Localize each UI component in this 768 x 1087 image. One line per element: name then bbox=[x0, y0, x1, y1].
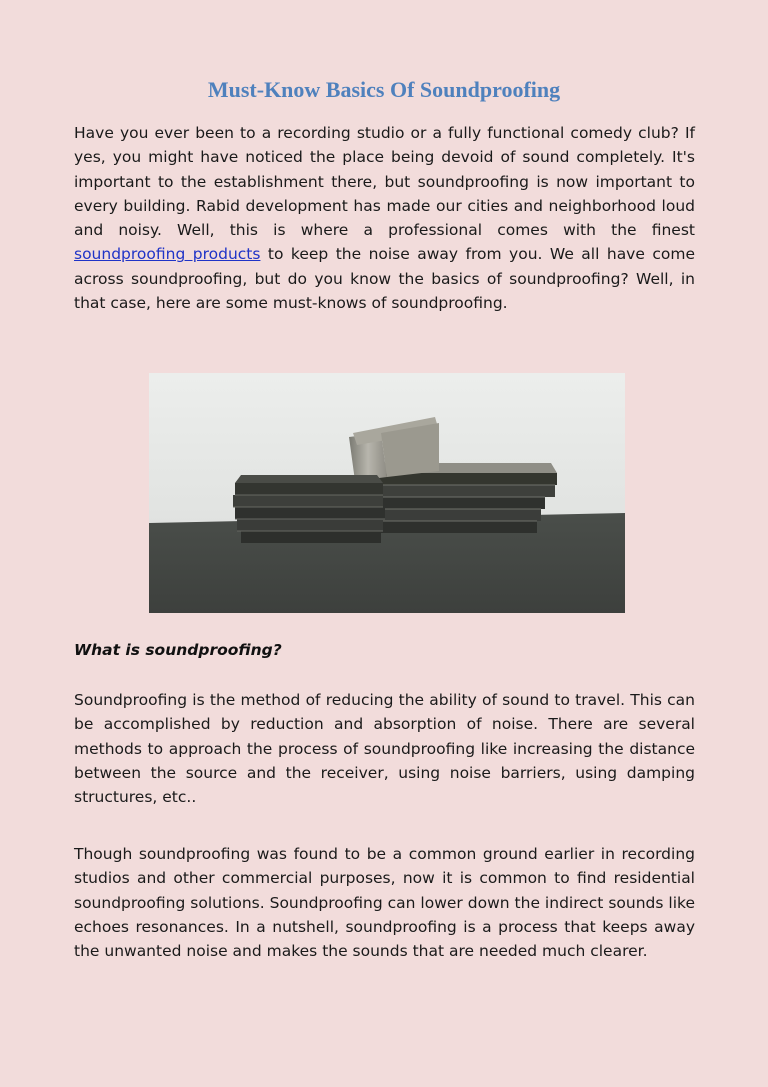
page-title: Must-Know Basics Of Soundproofing bbox=[207, 77, 561, 102]
definition-paragraph: Soundproofing is the method of reducing the ability of sound to travel. This can be accomplished by reduction and absorption of noise. There are several methods to approach the process of soundproofing like increasing the distance between the source and the receiver, using noise barriers, using damping structures, etc.. bbox=[74, 691, 695, 807]
intro-text-end: to keep the noise away from you. We all have come across soundproofing, but do you know the basics of soundproofing? Well, in that case, here are some must-knows of soundproofing. bbox=[74, 245, 695, 313]
soundproofing-foam-photo bbox=[149, 373, 625, 613]
intro-paragraph bbox=[74, 121, 695, 315]
residential-paragraph: Though soundproofing was found to be a common ground earlier in recording studios and other commercial purposes, now it is common to find residential soundproofing solutions. Soundproofing can lower down the indirect sounds like echoes resonances. In a nutshell, soundproofing is a process that keeps away the unwanted noise and makes the sounds that are needed much clearer. bbox=[74, 845, 695, 961]
intro-text-start: Have you ever been to a recording studio or a fully functional comedy club? If yes, you might have noticed the place being devoid of sound completely. It's important to the establishment there, but soundproofing is now important to every building. Rabid development has made our cities and neighborhood loud and noisy. Well, this is where a professional comes with the finest bbox=[74, 124, 695, 240]
soundproofing-products-link[interactable]: soundproofing products bbox=[74, 245, 261, 264]
section-heading: What is soundproofing? bbox=[74, 641, 282, 659]
